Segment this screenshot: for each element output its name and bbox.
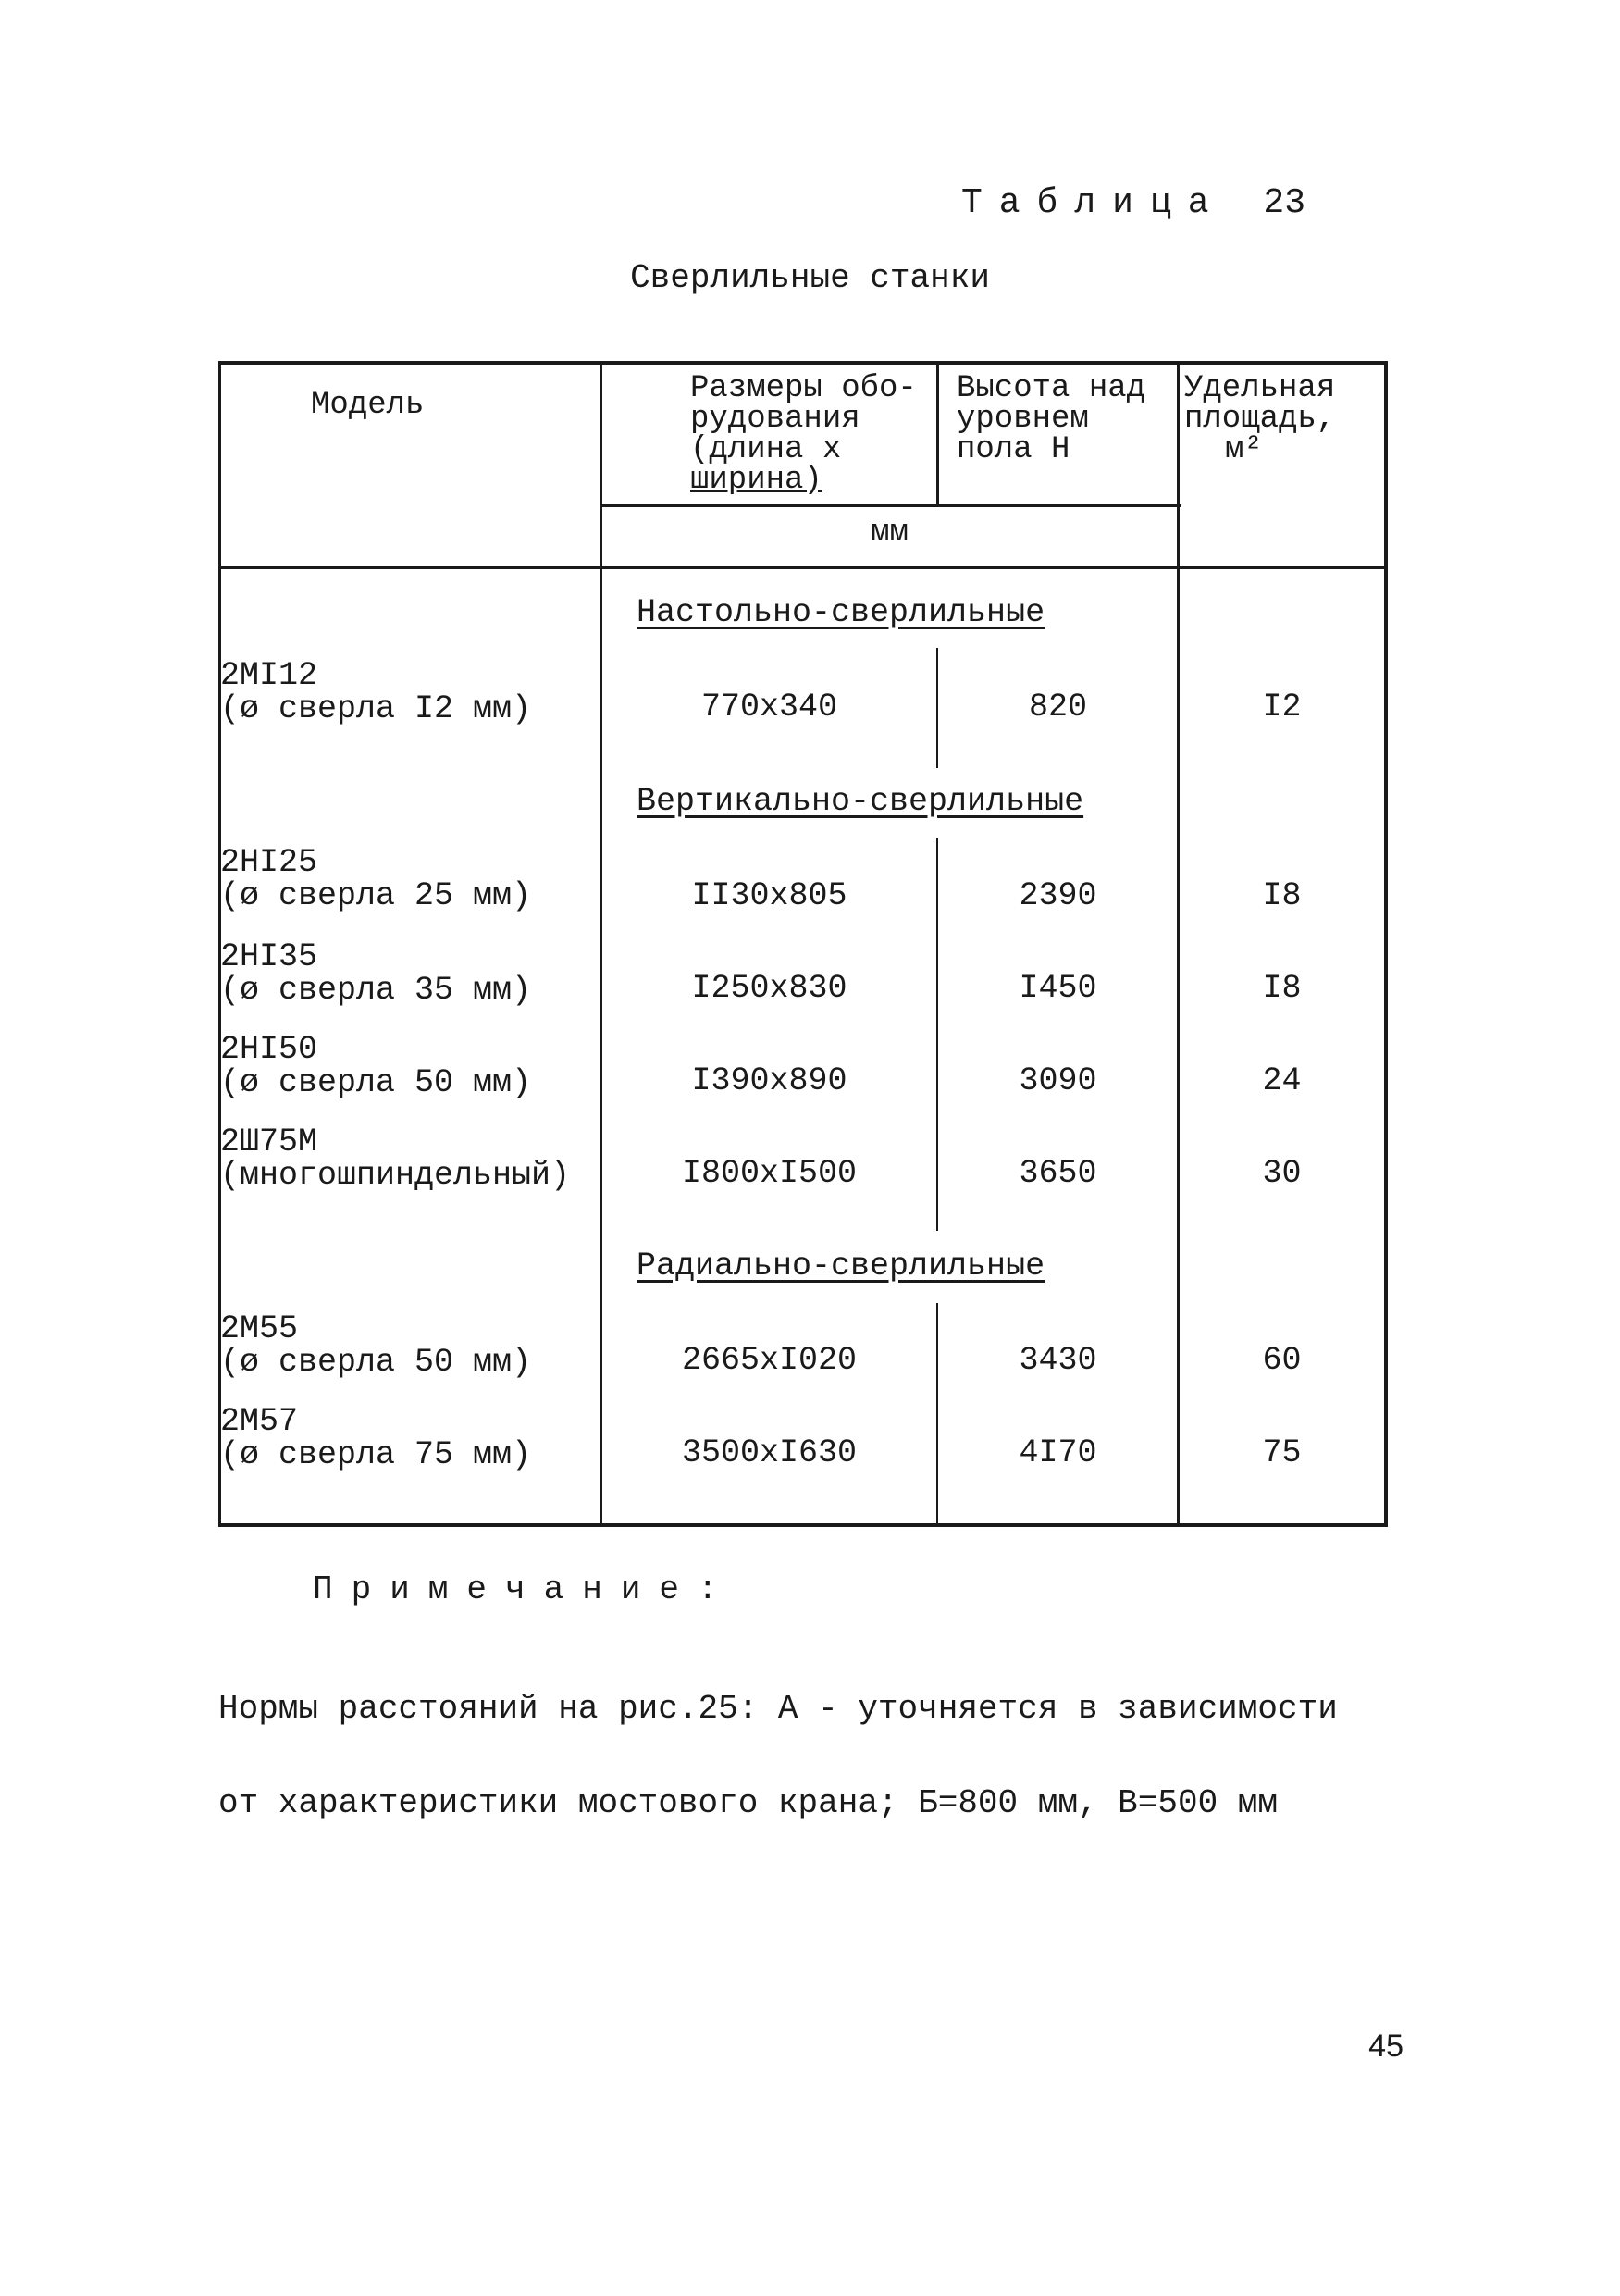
height-cell: I450: [1019, 970, 1097, 1007]
area-cell: 24: [1262, 1062, 1302, 1099]
col-divider-2-seg1: [936, 648, 938, 768]
model-code: 2НI50: [220, 1031, 318, 1068]
model-code: 2М57: [220, 1403, 299, 1440]
header-size-line: (длина х: [690, 432, 842, 467]
area-cell: I2: [1262, 689, 1302, 726]
unit-divider: [600, 504, 1181, 507]
table-number: 23: [1263, 183, 1305, 223]
size-cell: II30х805: [691, 877, 847, 914]
group-title: Радиально-сверлильные: [637, 1247, 1045, 1285]
col-divider-2-header: [936, 361, 939, 506]
group-title: Настольно-сверлильные: [637, 594, 1045, 631]
header-unit: мм: [871, 515, 909, 551]
header-area-line: м²: [1225, 432, 1263, 467]
note-line: от характеристики мостового крана; Б=800 мм, В=500 мм: [218, 1784, 1278, 1822]
area-cell: I8: [1262, 970, 1302, 1007]
model-code: 2НI35: [220, 938, 318, 975]
header-size-line: ширина): [690, 463, 822, 498]
model-note: (ø сверла 25 мм): [220, 877, 532, 914]
size-cell: I250х830: [691, 970, 847, 1007]
header-size: [690, 371, 917, 498]
model-name: [220, 940, 531, 1007]
header-height: [957, 371, 1146, 467]
note-line: Нормы расстояний на рис.25: А - уточняется в зависимости: [218, 1690, 1338, 1728]
height-cell: 2390: [1019, 877, 1097, 914]
table-right-border: [1384, 361, 1388, 1527]
model-note: (многошпиндельный): [220, 1157, 571, 1194]
table-label-word: Таблица: [960, 183, 1226, 223]
header-area-line: площадь,: [1184, 402, 1336, 437]
model-code: 2Ш75М: [220, 1123, 318, 1160]
model-name: [220, 1125, 570, 1192]
table-bottom-border: [218, 1523, 1388, 1527]
note-text: [218, 1631, 1338, 1851]
group-title: Вертикально-сверлильные: [637, 783, 1084, 820]
model-note: (ø сверла 50 мм): [220, 1344, 532, 1381]
header-bottom-border: [218, 566, 1388, 569]
area-cell: 30: [1262, 1155, 1302, 1192]
header-size-line: рудования: [690, 402, 860, 437]
table-top-border: [218, 361, 1388, 365]
model-name: [220, 1405, 531, 1471]
model-name: [220, 1312, 531, 1379]
model-note: (ø сверла 50 мм): [220, 1064, 532, 1101]
model-code: 2МI12: [220, 657, 318, 694]
height-cell: 3430: [1019, 1342, 1097, 1379]
height-cell: 4I70: [1019, 1434, 1097, 1471]
height-cell: 3090: [1019, 1062, 1097, 1099]
header-area-line: Удельная: [1184, 371, 1336, 406]
size-cell: 2665хI020: [681, 1342, 858, 1379]
model-note: (ø сверла 75 мм): [220, 1436, 532, 1473]
model-code: 2М55: [220, 1310, 299, 1347]
height-cell: 3650: [1019, 1155, 1097, 1192]
note-title: Примечание:: [313, 1570, 736, 1608]
size-cell: I800хI500: [681, 1155, 858, 1192]
model-name: [220, 846, 531, 912]
model-note: (ø сверла 35 мм): [220, 972, 532, 1009]
model-note: (ø сверла I2 мм): [220, 690, 532, 727]
area-cell: I8: [1262, 877, 1302, 914]
header-area: [1184, 371, 1336, 467]
header-model: Модель: [311, 388, 425, 423]
header-height-line: Высота над: [957, 371, 1146, 406]
model-code: 2НI25: [220, 844, 318, 881]
size-cell: 3500хI630: [681, 1434, 858, 1471]
col-divider-2-seg3: [936, 1303, 938, 1525]
size-cell: I390х890: [691, 1062, 847, 1099]
size-cell: 770х340: [700, 689, 838, 726]
area-cell: 60: [1262, 1342, 1302, 1379]
area-cell: 75: [1262, 1434, 1302, 1471]
page-number: 45: [1368, 2029, 1404, 2064]
header-height-line: пола Н: [957, 432, 1070, 467]
header-size-line: Размеры обо-: [690, 371, 917, 406]
table-label: [961, 183, 1305, 223]
table-caption: Сверлильные станки: [630, 259, 990, 297]
col-divider-2-seg2: [936, 838, 938, 1231]
height-cell: 820: [1028, 689, 1087, 726]
model-name: [220, 659, 531, 726]
model-name: [220, 1033, 531, 1099]
header-height-line: уровнем: [957, 402, 1089, 437]
